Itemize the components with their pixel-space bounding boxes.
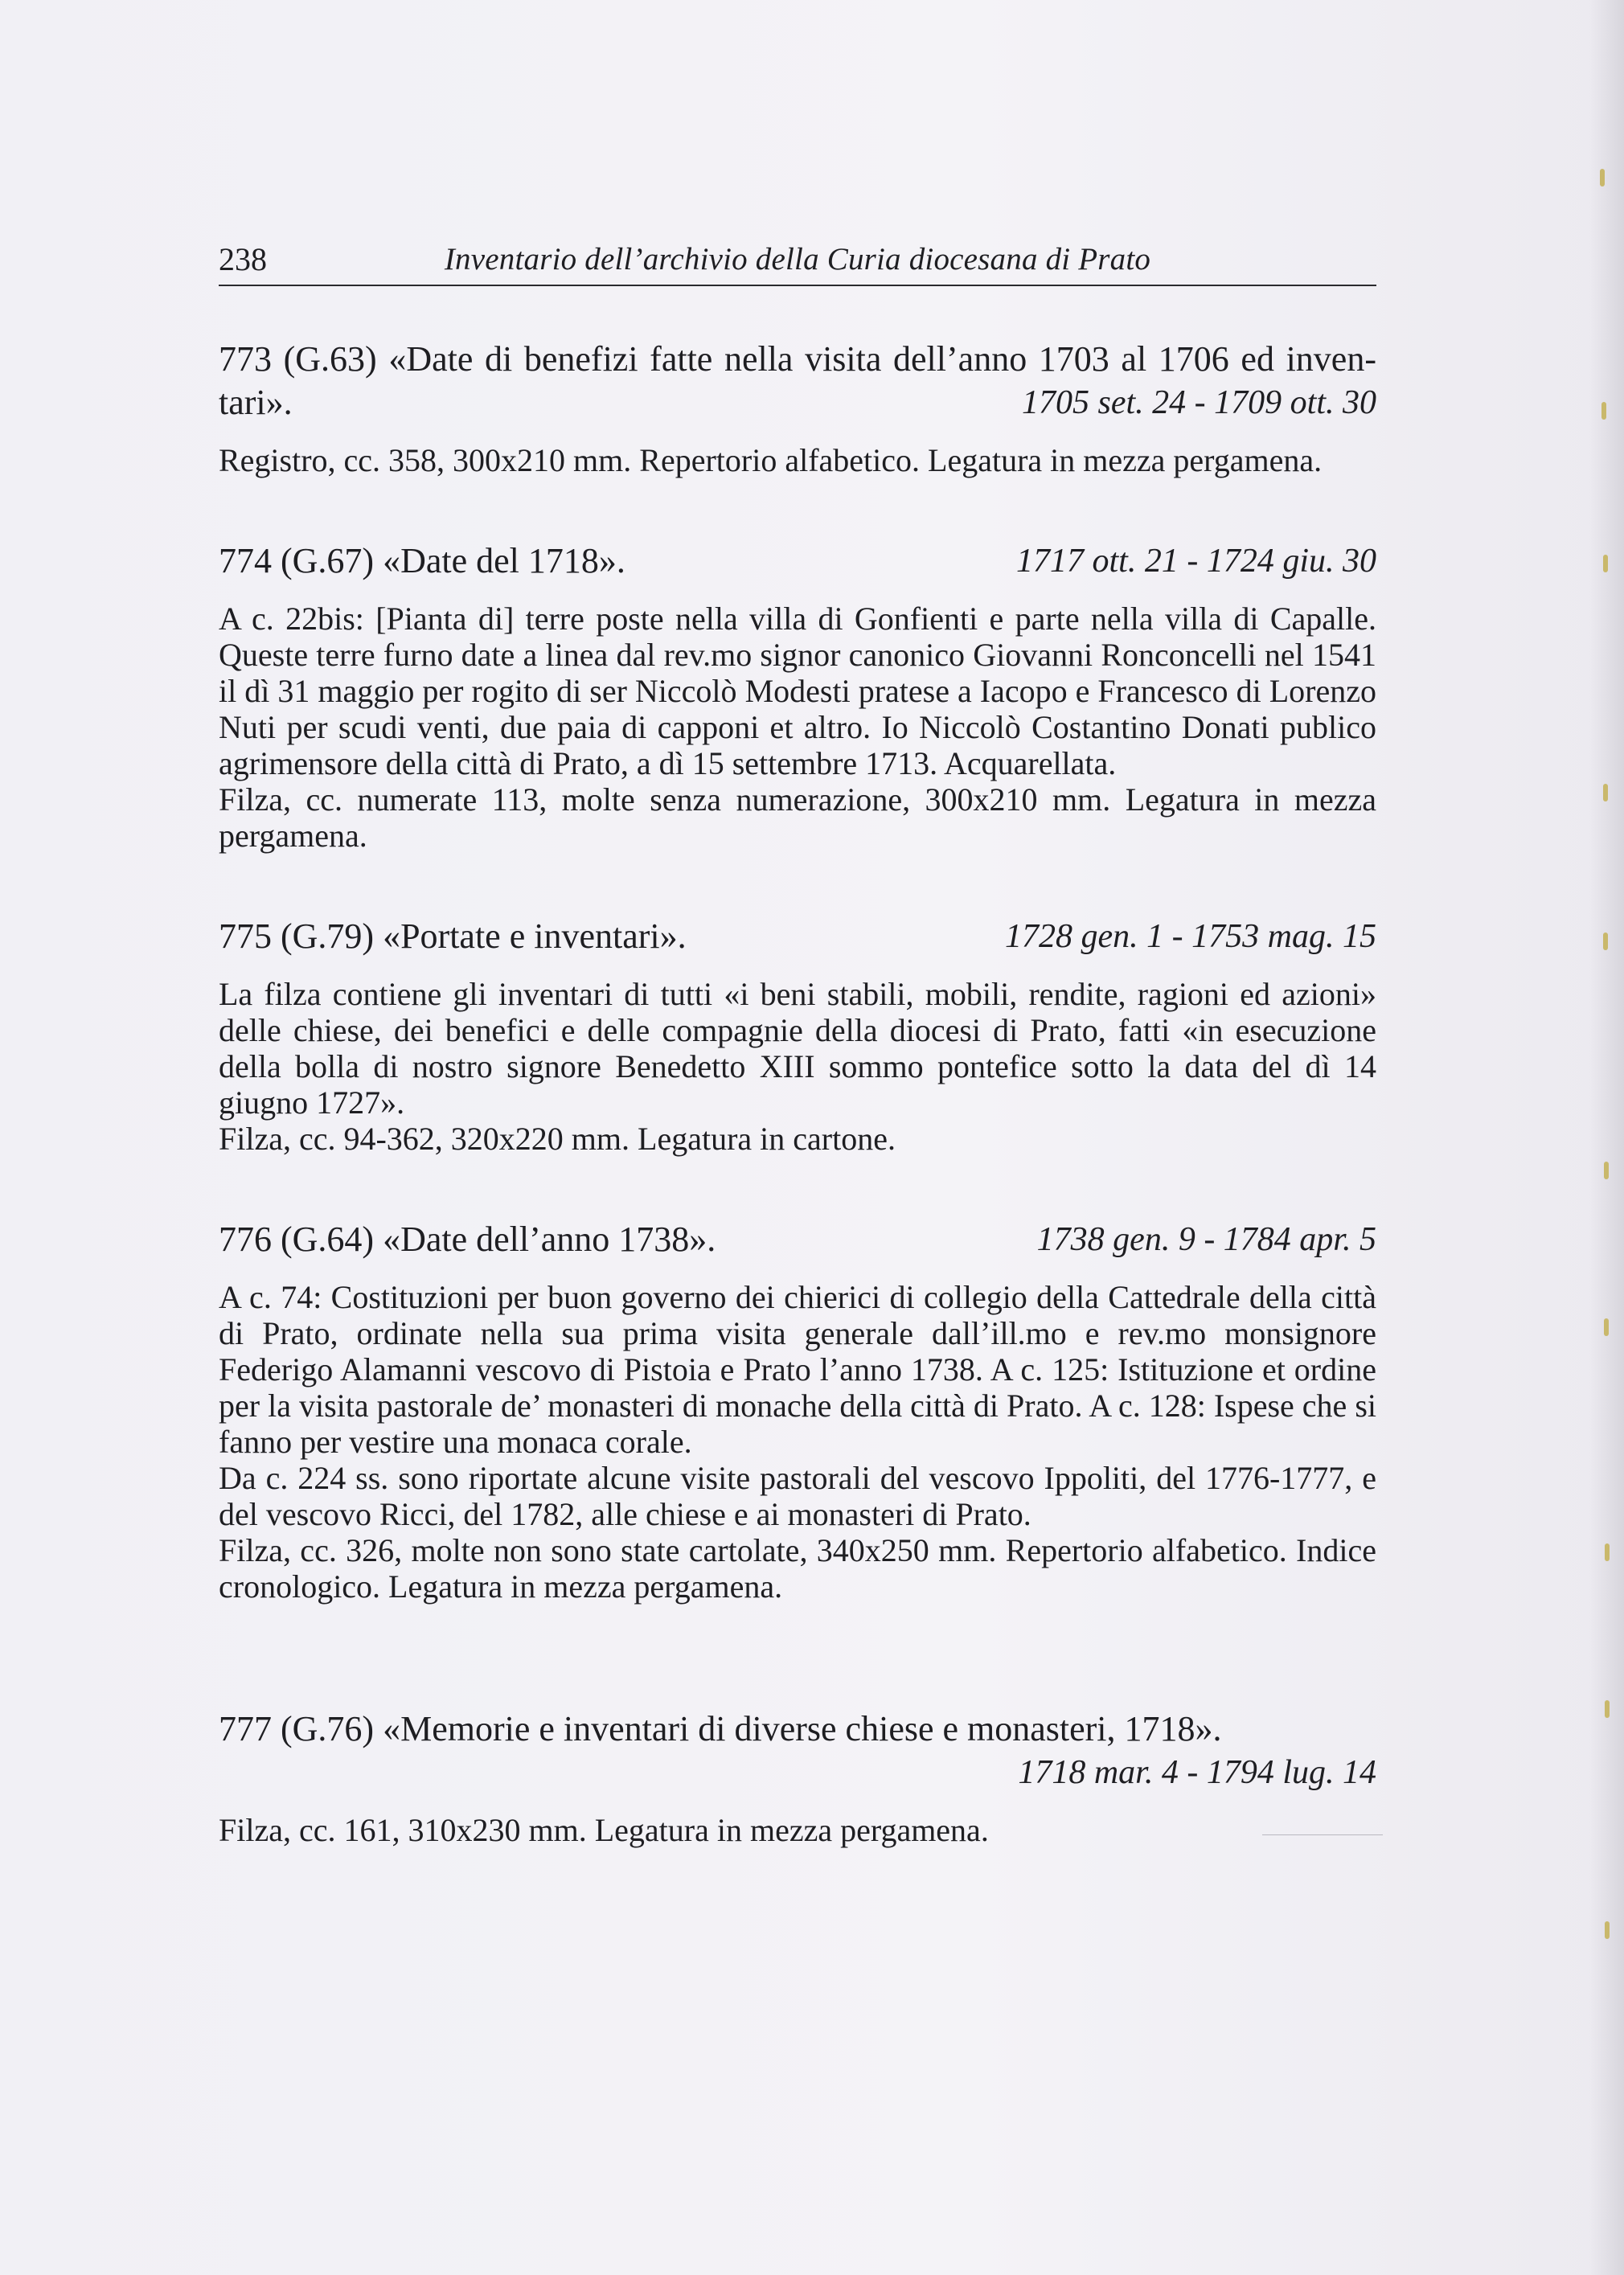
entry-title: 774 (G.67) «Date del 1718». xyxy=(219,541,625,580)
page-header xyxy=(219,236,1376,286)
entry-title: 773 (G.63) «Date di benefizi fatte nella visita dell’anno 1703 al 1706 ed inventari». xyxy=(219,339,1376,422)
description-paragraph: Da c. 224 ss. sono riportate alcune visite pastorali del vescovo Ippoliti, del 1776-1777, e del vescovo Ricci, del 1782, alle chiese e ai monasteri di Prato. xyxy=(219,1460,1376,1532)
page-edge-mark xyxy=(1603,555,1608,572)
entry-heading xyxy=(219,915,1376,958)
document-body xyxy=(219,338,1376,1848)
page-edge-mark xyxy=(1601,402,1606,420)
description-paragraph: A c. 22bis: [Pianta di] terre poste nella villa di Gonfienti e parte nella villa di Capalle. Queste terre furno date a linea dal rev.mo signor canonico Giovanni Ronconcelli nel 1541 il dì 31 maggio per rogito di ser Niccolò Modesti pratese a Iacopo e Francesco di Lorenzo Nuti per scudi venti, due paia di capponi et altro. Io Niccolò Costantino Donati publico agrimensore della città di Prato, a dì 15 settembre 1713. Acquarellata. xyxy=(219,601,1376,781)
entry-date-range: 1718 mar. 4 - 1794 lug. 14 xyxy=(1018,1754,1376,1791)
entry-heading xyxy=(219,1707,1376,1794)
page-edge-mark xyxy=(1600,169,1605,187)
inventory-entry xyxy=(219,1218,1376,1605)
description-paragraph: Registro, cc. 358, 300x210 mm. Repertorio alfabetico. Legatura in mezza pergamena. xyxy=(219,442,1323,478)
description-paragraph: La filza contiene gli inventari di tutti «i beni stabili, mobili, rendite, ragioni ed azioni» delle chiese, dei benefici e delle compagnie della diocesi di Prato, fatti «in esecuzione della bolla di nostro signore Benedetto XIII sommo pontefice sotto la data del dì 14 giugno 1727». xyxy=(219,976,1376,1121)
entry-description xyxy=(219,601,1376,854)
running-title: Inventario dell’archivio della Curia diocesana di Prato xyxy=(444,242,1151,277)
entry-date-range: 1738 gen. 9 - 1784 apr. 5 xyxy=(1036,1221,1376,1258)
page-edge-mark xyxy=(1603,933,1608,950)
entry-description xyxy=(219,1812,1376,1848)
description-paragraph: Filza, cc. numerate 113, molte senza numerazione, 300x210 mm. Legatura in mezza pergamena. xyxy=(219,781,1376,854)
page-number: 238 xyxy=(219,241,267,277)
entry-heading xyxy=(219,1218,1376,1261)
entry-title: 775 (G.79) «Portate e inventari». xyxy=(219,916,687,956)
entry-heading xyxy=(219,539,1376,583)
page-edge-mark xyxy=(1605,1543,1610,1561)
entry-description xyxy=(219,1279,1376,1605)
entry-title: 776 (G.64) «Date dell’anno 1738». xyxy=(219,1219,716,1259)
entry-date-range: 1705 set. 24 - 1709 ott. 30 xyxy=(1022,384,1376,421)
description-paragraph: A c. 74: Costituzioni per buon governo dei chierici di collegio della Cattedrale della città di Prato, ordinate nella sua prima visita generale dall’ill.mo e rev.mo monsignore Federigo Alamanni vescovo di Pistoia e Prato l’anno 1738. A c. 125: Istituzione et ordine per la visita pastorale de’ monasteri di monache della città di Prato. A c. 128: Ispese che si fanno per vestire una monaca corale. xyxy=(219,1279,1376,1460)
description-paragraph: Filza, cc. 94-362, 320x220 mm. Legatura in cartone. xyxy=(219,1121,896,1157)
description-paragraph: Filza, cc. 161, 310x230 mm. Legatura in mezza pergamena. xyxy=(219,1812,989,1848)
entry-heading xyxy=(219,338,1376,424)
page-edge-mark xyxy=(1604,1162,1609,1179)
entry-title: 777 (G.76) «Memorie e inventari di diverse chiese e monasteri, 1718». xyxy=(219,1709,1222,1748)
inventory-entry xyxy=(219,539,1376,854)
entry-date-range: 1728 gen. 1 - 1753 mag. 15 xyxy=(1005,918,1376,955)
entry-date-range: 1717 ott. 21 - 1724 giu. 30 xyxy=(1016,543,1376,580)
page-edge-mark xyxy=(1603,784,1608,801)
entry-description xyxy=(219,976,1376,1157)
inventory-entry xyxy=(219,338,1376,478)
entry-description xyxy=(219,442,1376,478)
footnote-rule-bleed xyxy=(1262,1834,1383,1835)
inventory-entry xyxy=(219,915,1376,1157)
page-edge-mark xyxy=(1605,1700,1610,1718)
inventory-entry xyxy=(219,1707,1376,1848)
page-edge-mark xyxy=(1604,1318,1609,1336)
page-edge-mark xyxy=(1605,1921,1610,1939)
description-paragraph: Filza, cc. 326, molte non sono state cartolate, 340x250 mm. Repertorio alfabetico. Indice cronologico. Legatura in mezza pergamena. xyxy=(219,1532,1376,1605)
